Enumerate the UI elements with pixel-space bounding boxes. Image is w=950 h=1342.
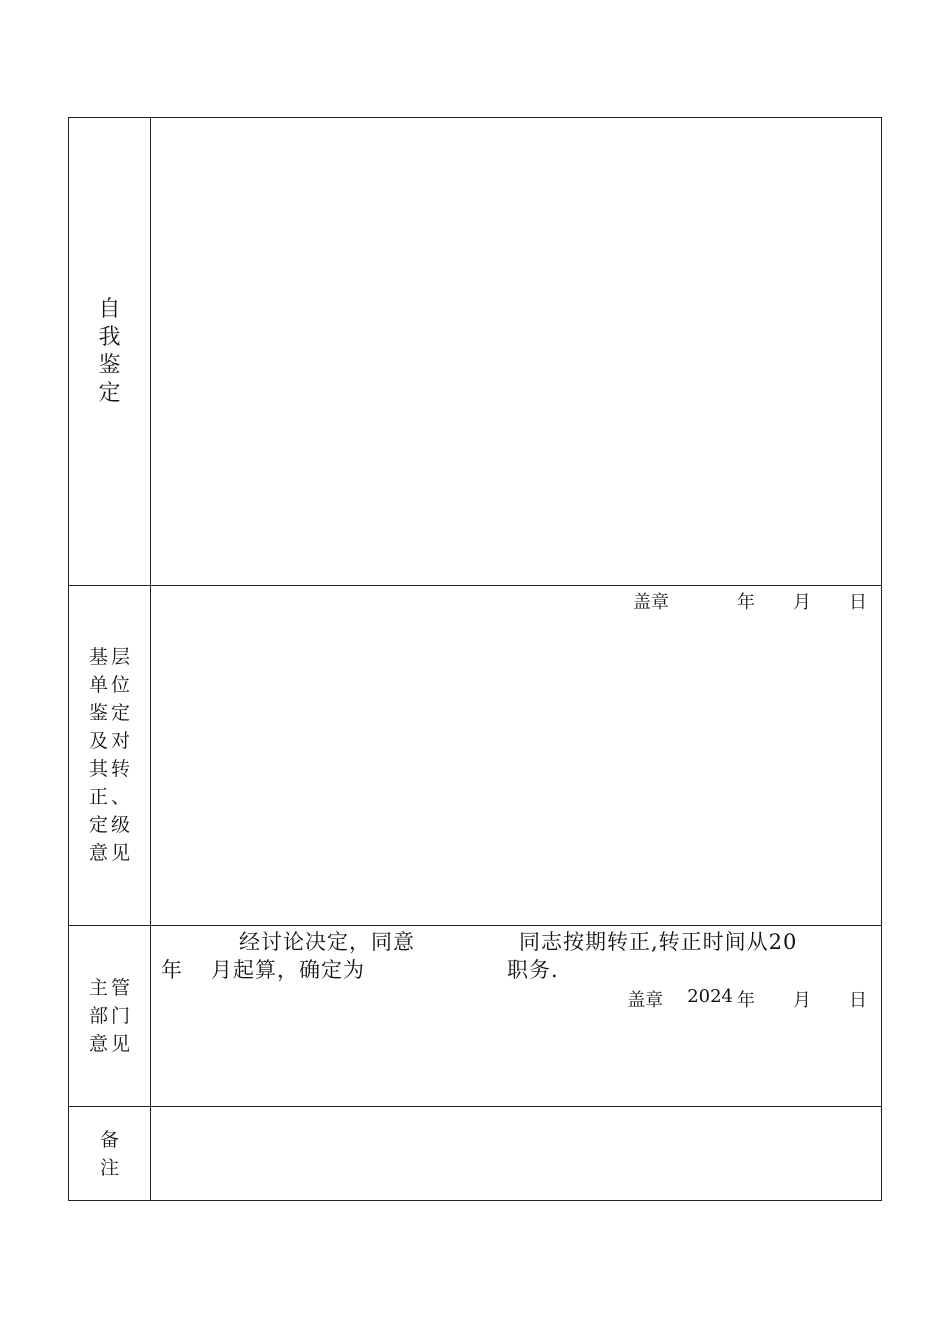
label-char: 定 bbox=[110, 702, 130, 724]
unit-opinion-content[interactable] bbox=[151, 586, 881, 925]
day-text: 日 bbox=[849, 592, 867, 613]
label-char: 部 bbox=[88, 1004, 108, 1027]
self-appraisal-label-cell bbox=[69, 118, 151, 585]
month-text: 月 bbox=[793, 592, 811, 613]
unit-stamp-date-line bbox=[633, 588, 867, 614]
label-char: 对 bbox=[110, 730, 130, 752]
label-char: 其 bbox=[88, 758, 108, 780]
regularization-text: 同志按期转正,转正时间从20 bbox=[519, 930, 798, 954]
remarks-label bbox=[100, 1126, 119, 1182]
year-text: 年 bbox=[737, 990, 755, 1011]
label-char: 、 bbox=[110, 786, 130, 808]
decision-text: 经讨论决定，同意 bbox=[239, 930, 415, 954]
unit-opinion-label-cell bbox=[69, 586, 151, 925]
label-char: 注 bbox=[99, 1156, 119, 1179]
dept-opinion-line-1 bbox=[161, 928, 871, 956]
label-char: 我 bbox=[98, 324, 121, 350]
label-char: 备 bbox=[99, 1128, 119, 1151]
label-char: 及 bbox=[88, 730, 108, 752]
label-char: 意 bbox=[88, 842, 108, 864]
dept-opinion-row bbox=[69, 925, 881, 1106]
label-char: 意 bbox=[88, 1032, 108, 1055]
self-appraisal-row bbox=[69, 118, 881, 585]
label-char: 主 bbox=[88, 976, 108, 999]
probation-form-table bbox=[68, 117, 882, 1201]
dept-opinion-text bbox=[161, 928, 871, 984]
dept-opinion-content[interactable] bbox=[151, 926, 881, 1106]
month-text: 月 bbox=[793, 990, 811, 1011]
label-char: 定 bbox=[98, 380, 121, 406]
label-char: 管 bbox=[110, 976, 130, 999]
self-appraisal-label bbox=[98, 296, 120, 408]
stamp-text: 盖章 bbox=[627, 990, 664, 1011]
unit-opinion-row bbox=[69, 585, 881, 925]
dept-opinion-line-2 bbox=[161, 956, 871, 984]
label-char: 单 bbox=[88, 674, 108, 696]
label-char: 正 bbox=[88, 786, 108, 808]
label-char: 见 bbox=[110, 1032, 130, 1055]
label-char: 鉴 bbox=[88, 702, 108, 724]
self-appraisal-content[interactable] bbox=[151, 118, 881, 585]
stamp-text: 盖章 bbox=[633, 592, 669, 613]
label-char: 定 bbox=[88, 814, 108, 836]
year-value: 2024 bbox=[687, 986, 733, 1007]
day-text: 日 bbox=[849, 990, 867, 1011]
position-text: 职务. bbox=[507, 958, 559, 982]
label-char: 基 bbox=[88, 646, 108, 668]
label-char: 见 bbox=[110, 842, 130, 864]
remarks-content[interactable] bbox=[151, 1107, 881, 1200]
year-text: 年 bbox=[737, 592, 755, 613]
remarks-label-cell bbox=[69, 1107, 151, 1200]
dept-opinion-label-cell bbox=[69, 926, 151, 1106]
label-char: 自 bbox=[98, 296, 121, 322]
year-text: 年 bbox=[161, 958, 183, 982]
start-month-text: 月起算，确定为 bbox=[211, 958, 365, 982]
label-char: 层 bbox=[110, 646, 130, 668]
unit-opinion-label bbox=[89, 645, 131, 866]
label-char: 门 bbox=[110, 1004, 130, 1027]
label-char: 级 bbox=[110, 814, 130, 836]
dept-stamp-date-line bbox=[627, 986, 867, 1012]
label-char: 转 bbox=[110, 758, 130, 780]
label-char: 鉴 bbox=[98, 352, 121, 378]
remarks-row bbox=[69, 1106, 881, 1200]
dept-opinion-label bbox=[89, 976, 131, 1057]
label-char: 位 bbox=[110, 674, 130, 696]
